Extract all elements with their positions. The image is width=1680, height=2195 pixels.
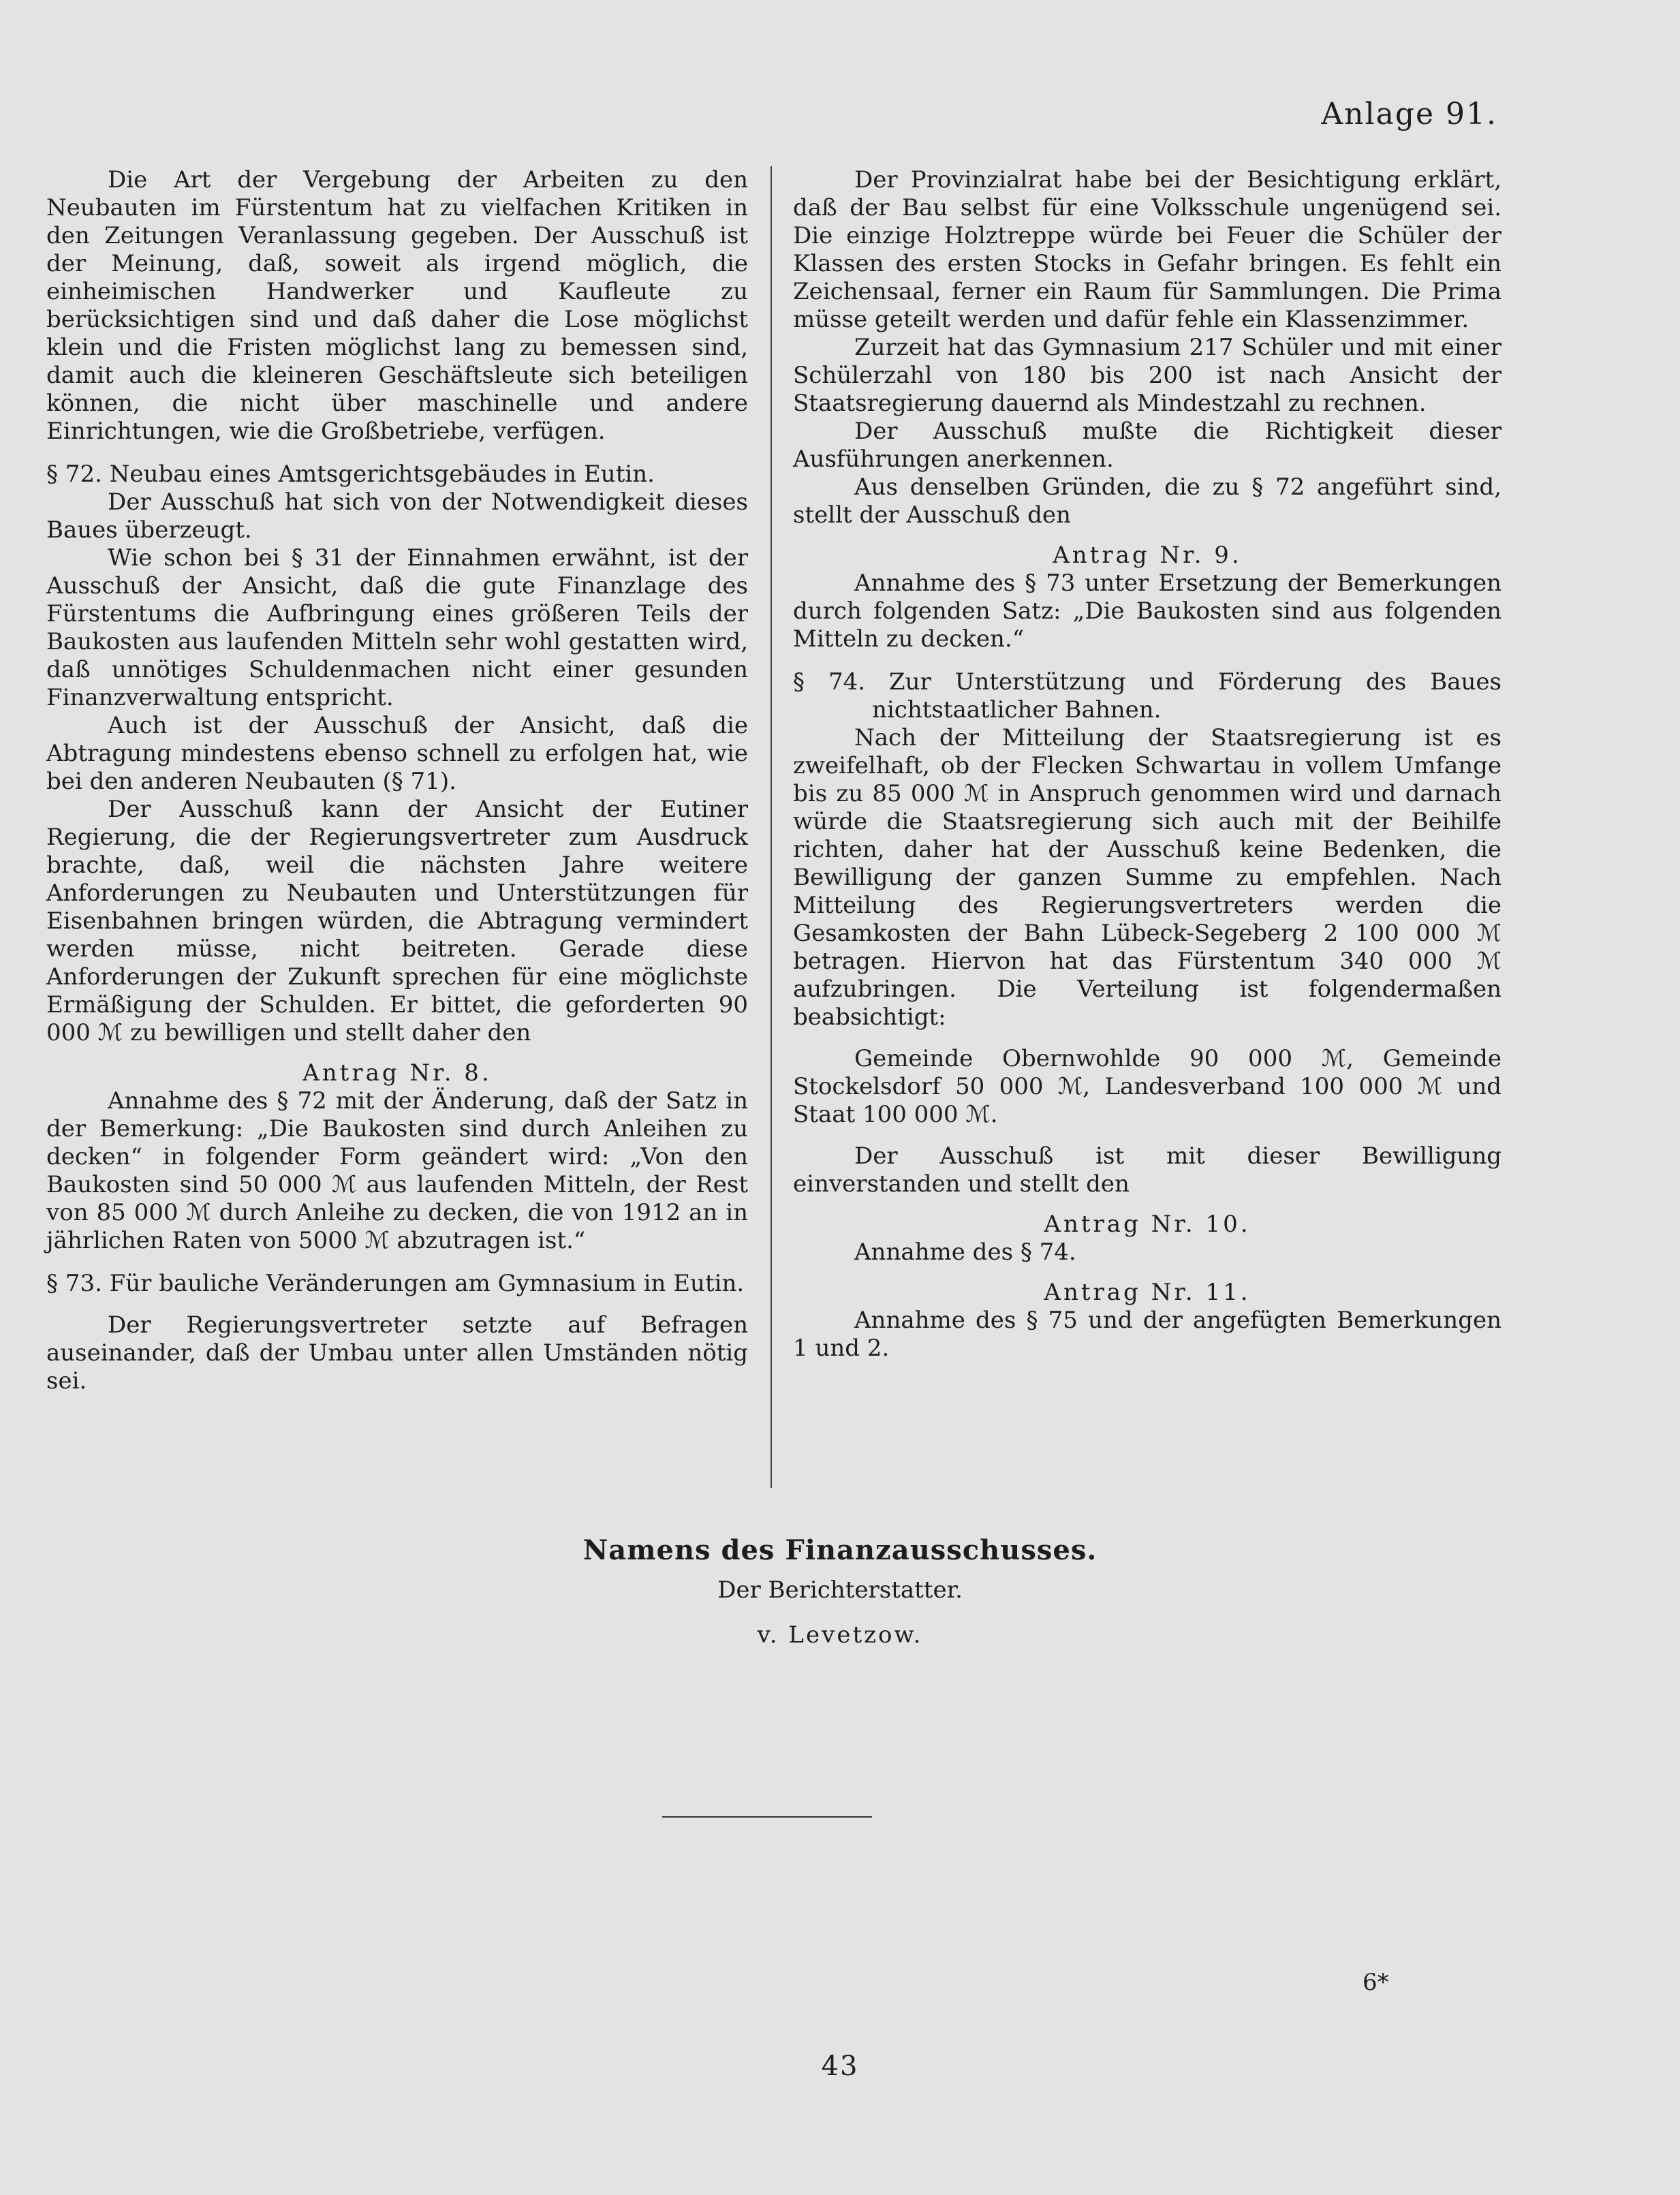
paragraph-awarding-contracts: Die Art der Vergebung der Arbeiten zu den Neubauten im Fürstentum hat zu vielfachen Kritiken in den Zeitungen Veranlassung gegeben. Der Ausschuß ist der Meinung, daß, soweit als irgend möglich, die einheimischen Handwerker und Kaufleute zu berücksichtigen sind und daß daher die Lose möglichst klein und die Fristen möglichst lang zu bemessen sind, damit auch die kleineren Geschäftsleute sich beteiligen können, die nicht über maschinelle und andere Einrichtungen, wie die Großbetriebe, verfügen. xyxy=(46,166,748,445)
motion-8-body: Annahme des § 72 mit der Änderung, daß der Satz in der Bemerkung: „Die Baukosten sind durch Anleihen zu decken“ in folgender Form geändert wird: „Von den Baukosten sind 50 000 ℳ aus laufenden Mitteln, der Rest von 85 000 ℳ durch Anleihe zu decken, die von 1912 an in jährlichen Raten von 5000 ℳ abzutragen ist.“ xyxy=(46,1087,748,1254)
motion-11-body: Annahme des § 75 und der angefügten Bemerkungen 1 und 2. xyxy=(793,1307,1502,1362)
motion-9-title: Antrag Nr. 9. xyxy=(1053,542,1242,569)
paragraph-finances: Wie schon bei § 31 der Einnahmen erwähnt, ist der Ausschuß der Ansicht, daß die gute Finanzlage des Fürstentums die Aufbringung eines größeren Teils der Baukosten aus laufenden Mitteln sehr wohl gestatten wird, daß unnötiges Schuldenmachen nicht einer gesunden Finanzverwaltung entspricht. xyxy=(46,544,748,711)
sheet-signature-mark: 6* xyxy=(1363,1969,1389,1996)
paragraph-provincial-council: Der Provinzialrat habe bei der Besichtigung erklärt, daß der Bau selbst für eine Volksschule ungenügend sei. Die einzige Holztreppe würde bei Feuer die Schüler der Klassen des ersten Stocks in Gefahr bringen. Es fehlt ein Zeichensaal, ferner ein Raum für Sammlungen. Die Prima müsse geteilt werden und dafür fehle ein Klassenzimmer. xyxy=(793,166,1502,333)
paragraph-approval: Der Ausschuß ist mit dieser Bewilligung einverstanden und stellt den xyxy=(793,1142,1502,1198)
paragraph-repayment: Auch ist der Ausschuß der Ansicht, daß die Abtragung mindestens ebenso schnell zu erfolgen hat, wie bei den anderen Neubauten (§ 71). xyxy=(46,712,748,795)
appendix-label: Anlage 91. xyxy=(1321,97,1497,131)
section-74-heading: § 74. Zur Unterstützung und Förderung des Baues nichtstaatlicher Bahnen. xyxy=(793,668,1502,723)
left-column xyxy=(46,166,748,1395)
paragraph-necessity: Der Ausschuß hat sich von der Notwendigkeit dieses Baues überzeugt. xyxy=(46,488,748,544)
motion-9-body: Annahme des § 73 unter Ersetzung der Bemerkungen durch folgenden Satz: „Die Baukosten sind aus folgenden Mitteln zu decken.“ xyxy=(793,570,1502,653)
paragraph-distribution: Gemeinde Obernwohlde 90 000 ℳ, Gemeinde Stockelsdorf 50 000 ℳ, Landesverband 100 000 ℳ und Staat 100 000 ℳ. xyxy=(793,1045,1502,1128)
paragraph-acknowledgement: Der Ausschuß mußte die Richtigkeit dieser Ausführungen anerkennen. xyxy=(793,418,1502,473)
rapporteur-name: v. Levetzow. xyxy=(757,1621,923,1649)
paragraph-government-view: Der Ausschuß kann der Ansicht der Eutiner Regierung, die der Regierungsvertreter zum Ausdruck brachte, daß, weil die nächsten Jahre weitere Anforderungen zu Neubauten und Unterstützungen für Eisenbahnen bringen würden, die Abtragung vermindert werden müsse, nicht beitreten. Gerade diese Anforderungen der Zukunft sprechen für eine möglichste Ermäßigung der Schulden. Er bittet, die geforderten 90 000 ℳ zu bewilligen und stellt daher den xyxy=(46,796,748,1046)
paragraph-student-count: Zurzeit hat das Gymnasium 217 Schüler und mit einer Schülerzahl von 180 bis 200 ist nach Ansicht der Staatsregierung dauernd als Mindestzahl zu rechnen. xyxy=(793,334,1502,417)
rapporteur-role: Der Berichterstatter. xyxy=(717,1576,963,1604)
motion-11-title: Antrag Nr. 11. xyxy=(1044,1279,1251,1306)
section-73-heading: § 73. Für bauliche Veränderungen am Gymnasium in Eutin. xyxy=(46,1270,745,1297)
motion-10-title: Antrag Nr. 10. xyxy=(1044,1211,1251,1238)
page-number: 43 xyxy=(821,2051,859,2082)
committee-signature-title: Namens des Finanzausschusses. xyxy=(582,1534,1098,1566)
motion-8-title: Antrag Nr. 8. xyxy=(302,1059,492,1087)
paragraph-same-reasons: Aus denselben Gründen, die zu § 72 angeführt sind, stellt der Ausschuß den xyxy=(793,473,1502,529)
right-column xyxy=(793,166,1502,1363)
paragraph-railway-funding: Nach der Mitteilung der Staatsregierung ist es zweifelhaft, ob der Flecken Schwartau in vollem Umfange bis zu 85 000 ℳ in Anspruch genommen wird und darnach würde die Staatsregierung sich auch mit der Beihilfe richten, daher hat der Ausschuß keine Bedenken, die Bewilligung der ganzen Summe zu empfehlen. Nach Mitteilung des Regierungsvertreters werden die Gesamkosten der Bahn Lübeck-Segeberg 2 100 000 ℳ betragen. Hiervon hat das Fürstentum 340 000 ℳ aufzubringen. Die Verteilung ist folgendermaßen beabsichtigt: xyxy=(793,724,1502,1031)
section-72-heading: § 72. Neubau eines Amtsgerichtsgebäudes in Eutin. xyxy=(46,461,655,488)
paragraph-conversion: Der Regierungsvertreter setzte auf Befragen auseinander, daß der Umbau unter allen Umständen nötig sei. xyxy=(46,1311,748,1395)
column-divider xyxy=(771,166,772,1488)
motion-10-body: Annahme des § 74. xyxy=(854,1239,1076,1266)
closing-rule xyxy=(662,1816,872,1818)
